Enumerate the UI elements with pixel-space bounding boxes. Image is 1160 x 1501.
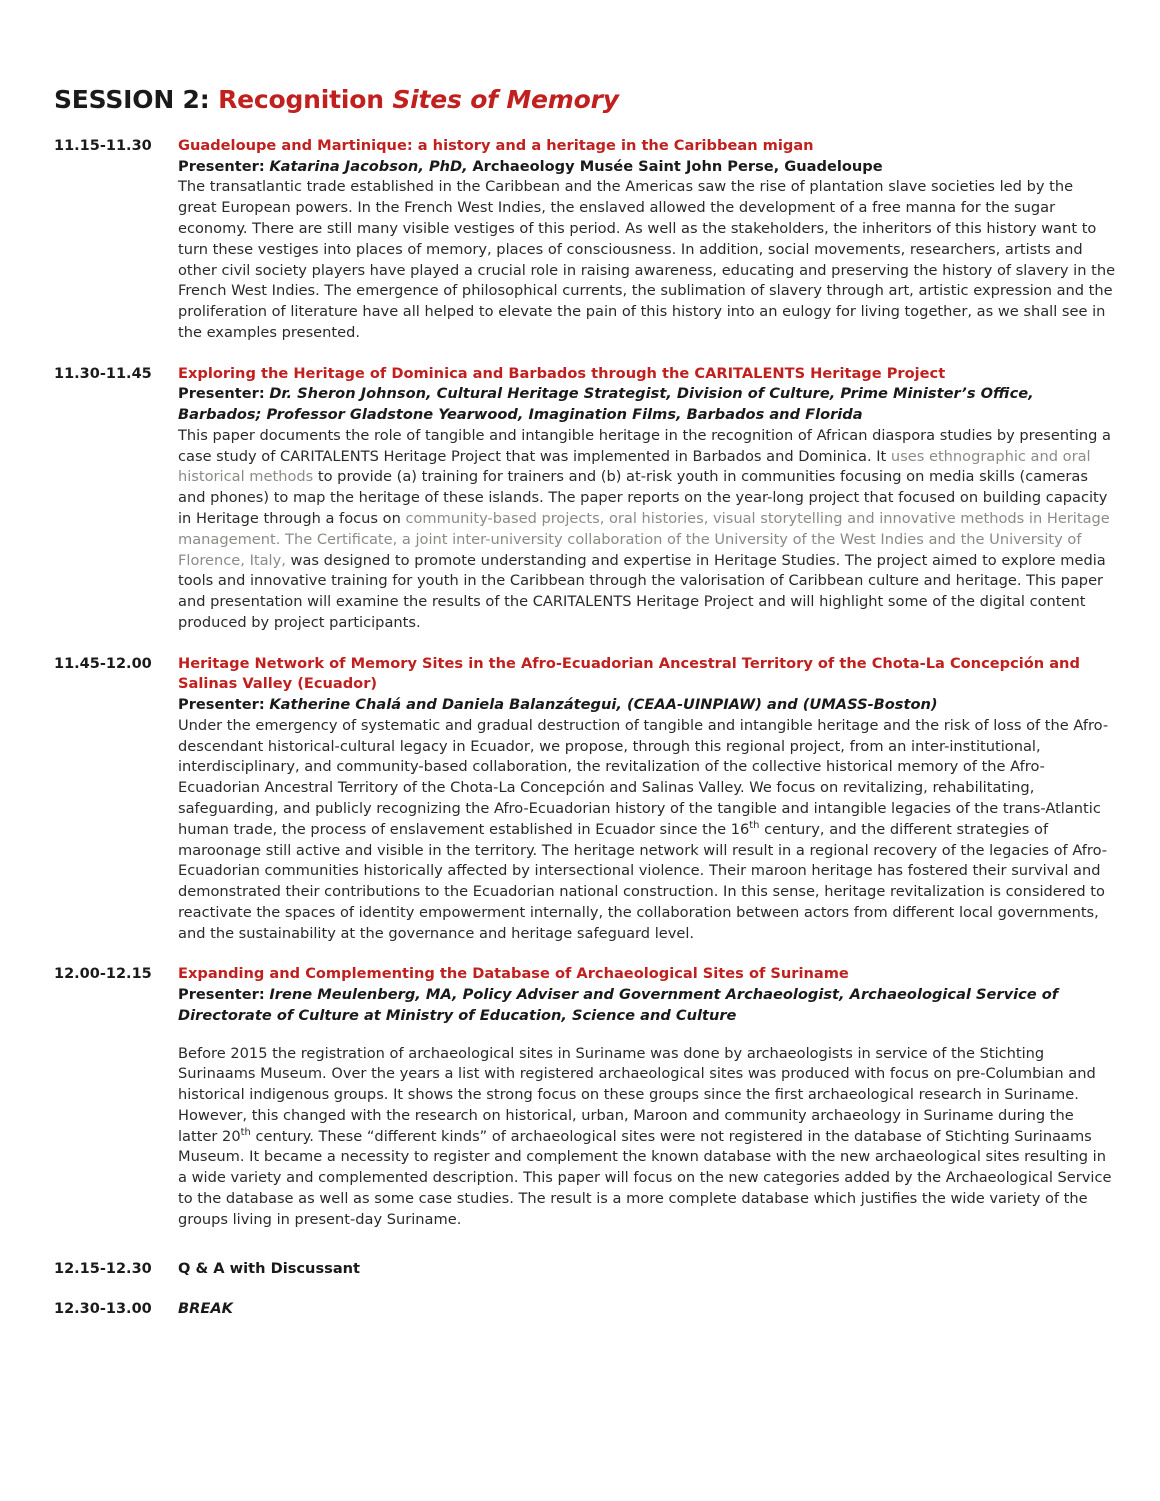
presenter-name: Katherine Chalá and Daniela Balanzátegui, (CEAA-UINPIAW) and (UMASS-Boston) <box>269 696 938 714</box>
presenter-label: Presenter: <box>178 696 265 714</box>
abstract-segment: to provide (a) training for trainers and (b) at-risk youth in communities focusing on media skills (cameras and phones) to map the heritage of these islands. The paper reports on the year-long project that focused on building capacity in Heritage through a focus on <box>178 468 1108 527</box>
schedule-item-time: 12.30-13.00 <box>54 1301 152 1318</box>
abstract-superscript: th <box>749 819 760 831</box>
abstract-segment: century. These “different kinds” of archaeological sites were not registered in the database of Stichting Surinaams Museum. It became a necessity to register and complement the known database with the new archaeological sites resulting in a wide variety and complemented description. This paper will focus on the new categories added by the Archaeological Service to the database as well as some case studies. The result is a more complete database which justifies the wide variety of the groups living in present-day Suriname. <box>178 1127 1112 1228</box>
presenter-line <box>178 985 1116 1026</box>
presenter-label: Presenter: <box>178 986 265 1004</box>
session-heading <box>54 86 1116 114</box>
break-label: BREAK <box>178 1300 233 1318</box>
schedule-item-body <box>178 1299 1116 1320</box>
schedule-item-break <box>54 1299 1116 1320</box>
schedule-item-body <box>178 364 1116 634</box>
schedule-item <box>54 136 1116 344</box>
abstract-segment-muted: uses ethnographic and oral historical methods <box>178 447 1091 486</box>
presenter-line <box>178 157 1116 178</box>
abstract-segment: Before 2015 the registration of archaeological sites in Suriname was done by archaeologists in service of the Stichting Surinaams Museum. Over the years a list with registered archaeological sites was produced with focus on pre-Columbian and historical indigenous groups. It shows the strong focus on these groups since the first archaeological research in Suriname. However, this changed with the research on historical, urban, Maroon and community archaeology in Suriname during the latter 20 <box>178 1044 1096 1145</box>
schedule-item <box>54 964 1116 1230</box>
schedule-item-time: 11.45-12.00 <box>54 655 152 672</box>
presenter-name: Katarina Jacobson, PhD, <box>269 157 468 175</box>
talk-title: Expanding and Complementing the Database of Archaeological Sites of Suriname <box>178 965 849 983</box>
schedule-item-body <box>178 136 1116 344</box>
presenter-name: Dr. Sheron Johnson, Cultural Heritage Strategist, Division of Culture, Prime Minister’s Office, Barbados; Professor Gladstone Yearwood, Imagination Films, Barbados and Florida <box>178 385 1034 424</box>
talk-title: Heritage Network of Memory Sites in the Afro-Ecuadorian Ancestral Territory of the Chota-La Concepción and Salinas Valley (Ecuador) <box>178 654 1080 693</box>
abstract-superscript: th <box>240 1126 251 1138</box>
session-title: Recognition <box>218 85 384 114</box>
schedule-item <box>54 364 1116 634</box>
schedule-item-body <box>178 1259 1116 1280</box>
presenter-affiliation: Archaeology Musée Saint John Perse, Guadeloupe <box>472 157 883 175</box>
abstract-text <box>178 716 1116 945</box>
schedule-item-qa <box>54 1259 1116 1280</box>
session-title-emphasis: Sites of Memory <box>392 85 619 114</box>
abstract-segment: Under the emergency of systematic and gradual destruction of tangible and intangible heritage and the risk of loss of the Afro-descendant historical-cultural legacy in Ecuador, we propose, through this regional project, from an inter-institutional, interdisciplinary, and community-based collaboration, the revitalization of the collective historical memory of the Afro-Ecuadorian Ancestral Territory of the Chota-La Concepción and Salinas Valley. We focus on revitalizing, rehabilitating, safeguarding, and publicly recognizing the Afro-Ecuadorian history of the tangible and intangible legacies of the trans-Atlantic human trade, the process of enslavement established in Ecuador since the 16 <box>178 716 1109 838</box>
abstract-segment: century, and the different strategies of maroonage still active and visible in the territory. The heritage network will result in a regional recovery of the legacies of Afro-Ecuadorian communities historically affected by intersectional violence. Their maroon heritage has fostered their survival and demonstrated their contributions to the Ecuadorian national construction. In this sense, heritage revitalization is considered to reactivate the spaces of identity empowerment internally, the collaboration between actors from different local governments, and the sustainability at the governance and heritage safeguard level. <box>178 820 1108 942</box>
abstract-text <box>178 1044 1116 1231</box>
session-label: SESSION 2: <box>54 85 210 114</box>
presenter-name: Irene Meulenberg, MA, Policy Adviser and Government Archaeologist, Archaeological Service of Directorate of Culture at Ministry of Education, Science and Culture <box>178 986 1059 1024</box>
schedule-item-time: 12.15-12.30 <box>54 1260 152 1277</box>
presenter-label: Presenter: <box>178 385 265 403</box>
qa-label: Q & A with Discussant <box>178 1259 361 1277</box>
schedule-item-time: 11.30-11.45 <box>54 365 152 382</box>
abstract-text <box>178 426 1116 634</box>
schedule-item <box>54 654 1116 945</box>
talk-title: Guadeloupe and Martinique: a history and a heritage in the Caribbean migan <box>178 137 814 154</box>
talk-title: Exploring the Heritage of Dominica and Barbados through the CARITALENTS Heritage Project <box>178 364 946 382</box>
schedule-item-time: 12.00-12.15 <box>54 966 152 983</box>
schedule-item-time: 11.15-11.30 <box>54 138 152 154</box>
schedule-item-body <box>178 654 1116 945</box>
presenter-line <box>178 695 1116 716</box>
abstract-segment: This paper documents the role of tangible and intangible heritage in the recognition of African diaspora studies by presenting a case study of CARITALENTS Heritage Project that was implemented in Barbados and Dominica. It <box>178 426 1111 465</box>
presenter-line <box>178 384 1116 425</box>
schedule-item-body <box>178 964 1116 1230</box>
abstract-segment: was designed to promote understanding and expertise in Heritage Studies. The project aimed to explore media tools and innovative training for youth in the Caribbean through the valorisation of Caribbean culture and heritage. This paper and presentation will examine the results of the CARITALENTS Heritage Project and will highlight some of the digital content produced by project participants. <box>178 551 1106 631</box>
abstract-text: The transatlantic trade established in the Caribbean and the Americas saw the rise of plantation slave societies led by the great European powers. In the French West Indies, the enslaved allowed the development of a free manna for the sugar economy. There are still many visible vestiges of this period. As well as the stakeholders, the inheritors of this history want to turn these vestiges into places of memory, places of consciousness. In addition, social movements, researchers, artists and other civil society players have played a crucial role in raising awareness, educating and preserving the history of slavery in the French West Indies. The emergence of philosophical currents, the sublimation of slavery through art, artistic expression and the proliferation of literature have all helped to elevate the pain of this history into an eulogy for living together, as we shall see in the examples presented. <box>178 178 1116 341</box>
abstract-segment-muted: community-based projects, oral histories, visual storytelling and innovative methods in Heritage management. The Certificate, a joint inter-university collaboration of the University of the West Indies and the University of Florence, Italy, <box>178 509 1110 569</box>
presenter-label: Presenter: <box>178 157 265 175</box>
